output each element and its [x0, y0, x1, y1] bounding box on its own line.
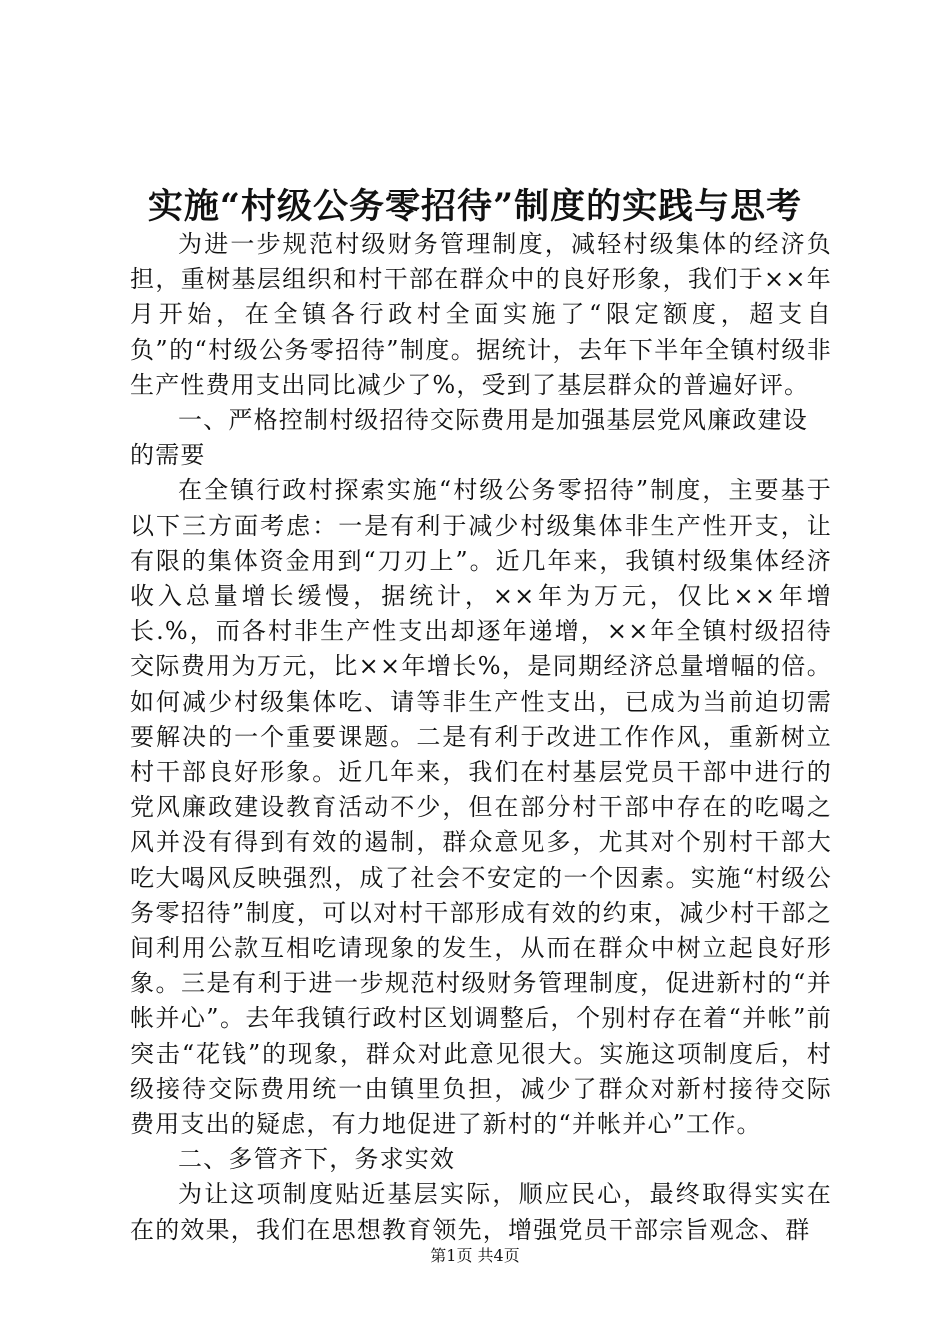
intro-paragraph: 为进一步规范村级财务管理制度，减轻村级集体的经济负担，重树基层组织和村干部在群众中的良好形象，我们于××年月开始，在全镇各行政村全面实施了“限定额度，超支自负”的“村级公务零招待”制度。据统计，去年下半年全镇村级非生产性费用支出同比减少了%，受到了基层群众的普遍好评。	[130, 230, 832, 399]
section-2-paragraph: 为让这项制度贴近基层实际，顺应民心，最终取得实实在在的效果，我们在思想教育领先，增强党员干部宗旨观念、群	[130, 1180, 832, 1244]
document-body	[130, 227, 832, 1248]
page-number-footer: 第1页 共4页	[430, 1246, 520, 1265]
section-1-paragraph: 在全镇行政村探索实施“村级公务零招待”制度，主要基于以下三方面考虑：一是有利于减少村级集体非生产性开支，让有限的集体资金用到“刀刃上”。近几年来，我镇村级集体经济收入总量增长缓慢，据统计，××年为万元，仅比××年增长.%，而各村非生产性支出却逐年递增，××年全镇村级招待交际费用为万元，比××年增长%，是同期经济总量增幅的倍。如何减少村级集体吃、请等非生产性支出，已成为当前迫切需要解决的一个重要课题。二是有利于改进工作作风，重新树立村干部良好形象。近几年来，我们在村基层党员干部中进行的党风廉政建设教育活动不少，但在部分村干部中存在的吃喝之风并没有得到有效的遏制，群众意见多，尤其对个别村干部大吃大喝风反映强烈，成了社会不安定的一个因素。实施“村级公务零招待”制度，可以对村干部形成有效的约束，减少村干部之间利用公款互相吃请现象的发生，从而在群众中树立起良好形象。三是有利于进一步规范村级财务管理制度，促进新村的“并帐并心”。去年我镇行政村区划调整后，个别村存在着“并帐”前突击“花钱”的现象，群众对此意见很大。实施这项制度后，村级接待交际费用统一由镇里负担，减少了群众对新村接待交际费用支出的疑虑，有力地促进了新村的“并帐并心”工作。	[130, 476, 832, 1139]
document-title: 实施“村级公务零招待”制度的实践与思考	[147, 186, 803, 227]
section-heading-2: 二、多管齐下，务求实效	[178, 1145, 456, 1174]
section-heading-1: 一、严格控制村级招待交际费用是加强基层党风廉政建设的需要	[130, 406, 808, 470]
